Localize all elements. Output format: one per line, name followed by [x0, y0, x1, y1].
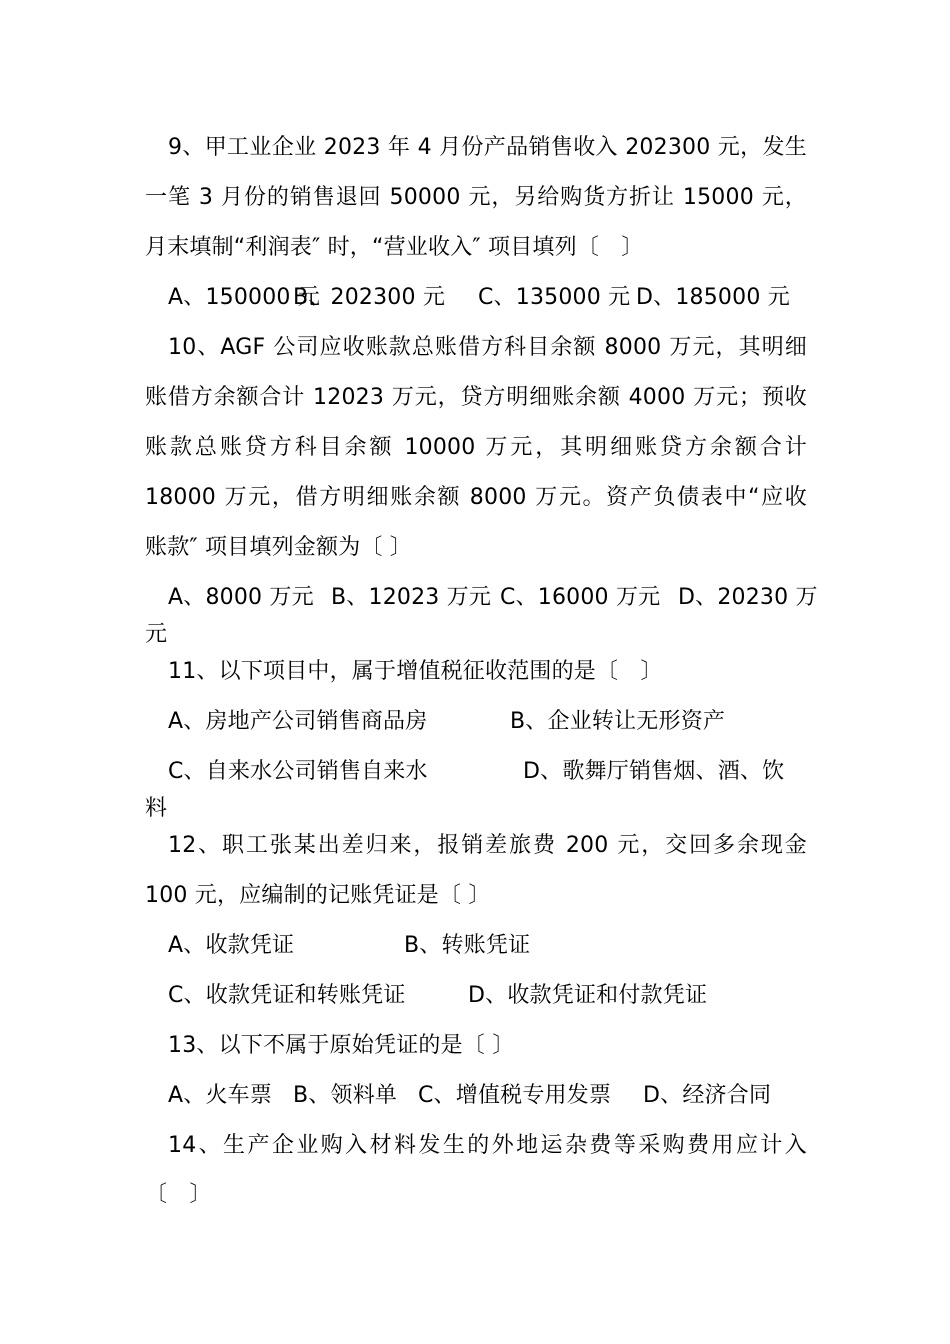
question-10-line-3: 账款总账贷方科目余额 10000 万元，其明细账贷方余额合计 [145, 435, 807, 460]
option-a: A、火车票 [168, 1083, 273, 1108]
question-10-line-5: 账款″ 项目填列金额为〔 〕 [145, 535, 413, 560]
question-9-line-3: 月末填制“利润表″ 时，“营业收入″ 项目填列〔 〕 [145, 235, 644, 260]
question-10-option-d-wrap: 元 [145, 622, 168, 647]
question-10-line-2: 账借方余额合计 12023 万元，贷方明细账余额 4000 万元；预收 [145, 385, 807, 410]
option-a: A、房地产公司销售商品房 [168, 709, 428, 734]
option-b: B、转账凭证 [404, 933, 531, 958]
option-c: C、自来水公司销售自来水 [168, 759, 428, 784]
option-a: A、8000 万元 [168, 585, 314, 610]
option-d: D、歌舞厅销售烟、酒、饮 [523, 759, 785, 784]
option-b: B、202300 元 [293, 285, 446, 310]
option-d: D、185000 元 [636, 285, 790, 310]
question-12-line-2: 100 元，应编制的记账凭证是〔 〕 [145, 883, 491, 908]
option-b: B、企业转让无形资产 [510, 709, 726, 734]
question-14-line-2: 〔 〕 [145, 1182, 212, 1207]
question-9-line-2: 一笔 3 月份的销售退回 50000 元，另给购货方折让 15000 元， [145, 185, 807, 210]
option-c: C、增值税专用发票 [418, 1083, 612, 1108]
option-b: B、领料单 [293, 1083, 398, 1108]
question-10-line-1: 10、AGF 公司应收账款总账借方科目余额 8000 万元，其明细 [168, 335, 807, 360]
option-c: C、16000 万元 [500, 585, 661, 610]
question-10-line-4: 18000 万元，借方明细账余额 8000 万元。资产负债表中“应收 [145, 485, 807, 510]
option-b: B、12023 万元 [331, 585, 492, 610]
option-d: D、经济合同 [643, 1083, 772, 1108]
question-13-line-1: 13、以下不属于原始凭证的是〔 〕 [168, 1033, 515, 1058]
option-d: D、收款凭证和付款凭证 [468, 983, 708, 1008]
question-11-line-1: 11、以下项目中，属于增值税征收范围的是〔 〕 [168, 659, 663, 684]
question-11-option-d-wrap: 料 [145, 796, 168, 821]
option-c: C、收款凭证和转账凭证 [168, 983, 406, 1008]
question-9-line-1: 9、甲工业企业 2023 年 4 月份产品销售收入 202300 元，发生 [168, 135, 807, 160]
option-d: D、20230 万 [678, 585, 818, 610]
option-a: A、收款凭证 [168, 933, 295, 958]
question-12-line-1: 12、职工张某出差归来，报销差旅费 200 元，交回多余现金 [168, 833, 807, 858]
option-a: A、150000 元 [168, 285, 321, 310]
question-14-line-1: 14、生产企业购入材料发生的外地运杂费等采购费用应计入 [168, 1133, 807, 1158]
option-c: C、135000 元 [478, 285, 631, 310]
